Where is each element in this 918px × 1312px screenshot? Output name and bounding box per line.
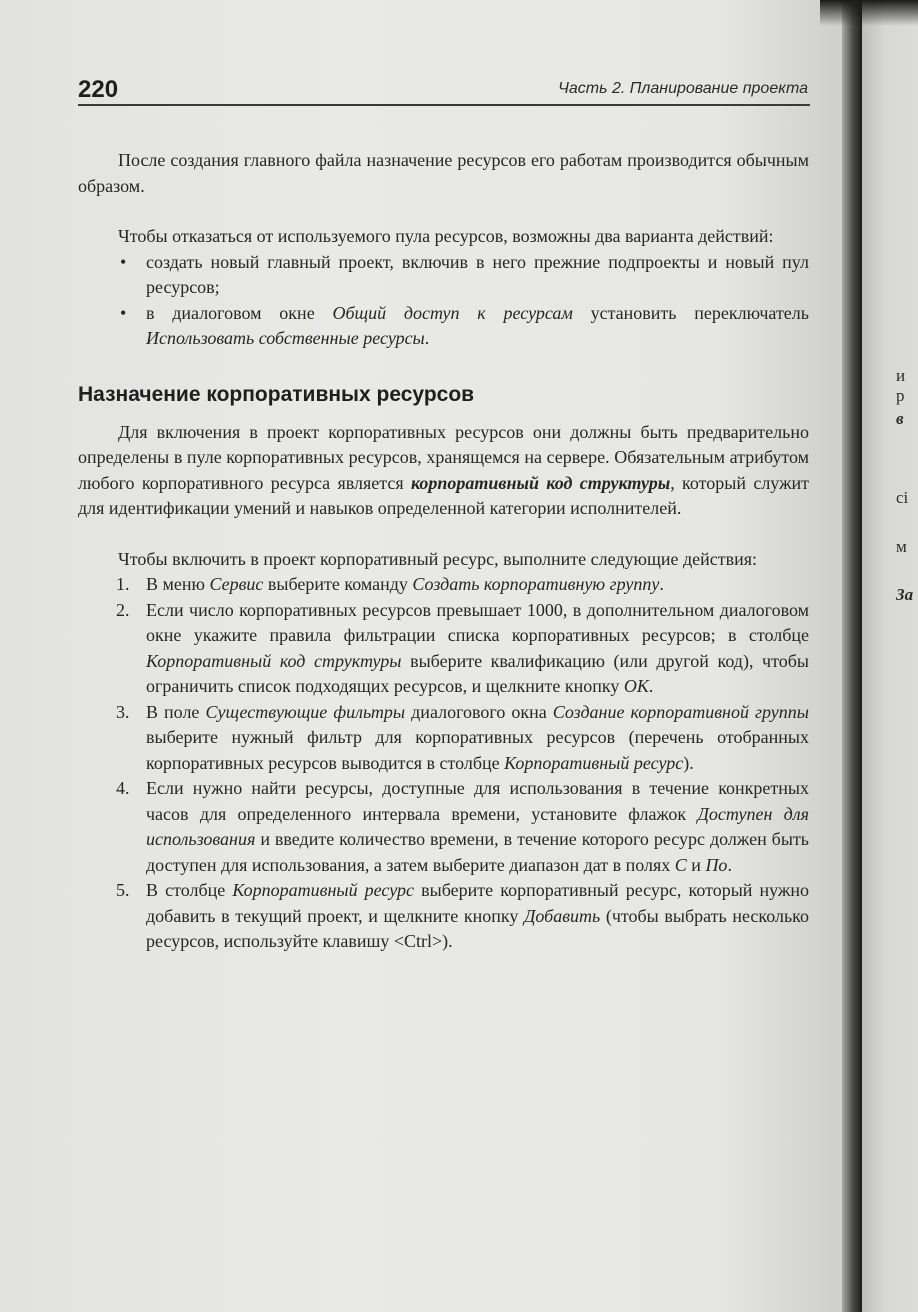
dialog-name: Общий доступ к ресурсам xyxy=(332,302,573,323)
column-name: Корпоративный ресурс xyxy=(232,880,415,900)
bullet-item xyxy=(120,250,809,301)
step-item xyxy=(116,598,809,700)
intro-paragraph: После создания главного файла назначение ресурсов его работам производится обычным образом. xyxy=(78,150,809,196)
command-name: Создать корпоративную группу xyxy=(412,574,660,594)
menu-name: Сервис xyxy=(209,574,264,594)
page-body xyxy=(78,148,809,955)
step-text: В столбце xyxy=(146,880,233,900)
running-head: Часть 2. Планирование проекта xyxy=(558,80,808,97)
book-gutter xyxy=(842,0,862,1312)
step-text: (чтобы выбрать несколько ресурсов, используйте клавишу <Ctrl>). xyxy=(146,905,809,951)
button-name: OK xyxy=(623,676,649,696)
step-text: и введите количество времени, в течение которого ресурс должен быть доступен для использования, а затем выберите диапазон дат в полях xyxy=(146,829,809,875)
next-page-fragment: м xyxy=(896,537,907,556)
field-name: С xyxy=(674,854,687,875)
next-page-fragment: р xyxy=(896,386,905,405)
field-name: По xyxy=(705,854,728,875)
bullet-text: в диалоговом окне xyxy=(146,302,333,323)
step-text: В меню xyxy=(146,574,210,594)
dialog-name: Создание корпоративной группы xyxy=(552,701,809,722)
section-paragraph: Чтобы включить в проект корпоративный ресурс, выполните следующие действия: xyxy=(118,548,758,569)
step-text: ). xyxy=(683,752,694,773)
step-text: . xyxy=(648,676,654,696)
paragraph-text: Для включения в проект корпоративных ресурсов они должны быть предварительно определены в пуле корпоративных ресурсов, хранящемся на сервере. Обязательным атрибутом любого корпоративного ресурса является xyxy=(78,421,809,493)
step-number: 4. xyxy=(116,778,130,798)
step-text: выберите нужный фильтр для корпоративных ресурсов (перечень отобранных корпоративных ресурсов выводится в столбце xyxy=(146,727,809,773)
bullet-text: . xyxy=(424,328,430,348)
page-number: 220 xyxy=(78,76,119,103)
adjacent-page xyxy=(862,0,918,1312)
bullet-text: создать новый главный проект, включив в него прежние подпроекты и новый пул ресурсов; xyxy=(146,251,809,297)
step-text: выберите корпоративный ресурс, который нужно добавить в текущий проект, и щелкните кнопку xyxy=(146,880,810,926)
step-number: 2. xyxy=(116,599,130,620)
section-paragraph xyxy=(78,420,809,522)
step-text: и xyxy=(686,854,706,875)
step-text: В поле xyxy=(146,701,206,722)
step-item xyxy=(116,776,809,878)
button-name: Добавить xyxy=(523,905,601,926)
section-heading: Назначение корпоративных ресурсов xyxy=(78,382,475,406)
steps-list xyxy=(78,572,809,955)
step-text: . xyxy=(659,574,664,594)
step-text: выберите квалификацию (или другой код), чтобы ограничить список подходящих ресурсов, и щелкните кнопку xyxy=(146,650,809,696)
intro-paragraph: Чтобы отказаться от используемого пула ресурсов, возможны два варианта действий: xyxy=(118,226,774,246)
next-page-fragment: За xyxy=(896,585,914,604)
checkbox-name: Доступен для использования xyxy=(146,803,809,849)
step-text: . xyxy=(727,854,732,875)
field-name: Существующие фильтры xyxy=(205,701,406,722)
next-page-fragment: и xyxy=(896,366,906,385)
step-number: 5. xyxy=(116,880,130,900)
step-text: выберите команду xyxy=(263,574,413,594)
step-item xyxy=(116,700,809,777)
next-page-fragment: в xyxy=(896,409,904,428)
step-item xyxy=(116,878,810,955)
step-text: диалогового окна xyxy=(405,701,553,722)
option-name: Использовать собственные ресурсы xyxy=(146,328,425,348)
step-text: Если число корпоративных ресурсов превышает 1000, в дополнительном диалоговом окне укажите правила фильтрации списка корпоративных ресурсов; в столбце xyxy=(146,599,809,645)
bullet-list xyxy=(78,250,809,352)
step-item xyxy=(116,572,809,598)
next-page-fragment: сі xyxy=(896,488,909,507)
scan-shadow xyxy=(820,0,918,26)
term-emphasis: корпоративный код структуры xyxy=(410,472,671,493)
bullet-item xyxy=(120,301,809,352)
bullet-text: установить переключатель xyxy=(572,302,809,323)
step-number: 1. xyxy=(116,574,130,594)
column-name: Корпоративный ресурс xyxy=(504,752,684,773)
header-rule xyxy=(78,104,810,106)
step-number: 3. xyxy=(116,701,130,722)
step-text: Если нужно найти ресурсы, доступные для использования в течение конкретных часов для определенного интервала времени, установите флажок xyxy=(146,778,809,824)
paragraph-text: , который служит для идентификации умений и навыков определенной категории исполнителей. xyxy=(78,472,810,518)
column-name: Корпоративный код структуры xyxy=(146,650,402,671)
